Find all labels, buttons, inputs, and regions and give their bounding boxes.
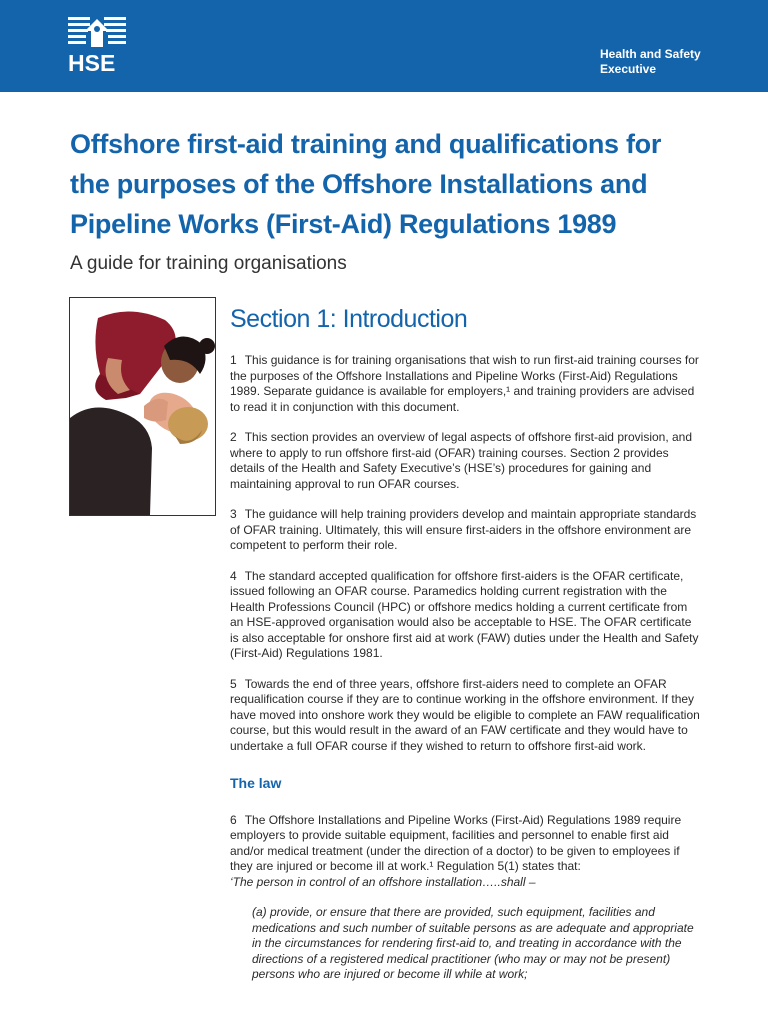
paragraph-text: The Offshore Installations and Pipeline Works (First-Aid) Regulations 1989 require employers to provide suitable equipment, facilities and personnel to enable first aid and/or medical treatment (under the direction of a doctor) to be given to employees if they are injured or become ill at work.¹ Regulation 5(1) states that: (230, 812, 682, 873)
page-title (70, 124, 730, 244)
paragraph-4 (230, 569, 700, 662)
paragraph-1 (230, 353, 700, 415)
title-line-3: Pipeline Works (First-Aid) Regulations 1989 (70, 209, 617, 239)
paragraph-number: 3 (230, 507, 237, 521)
logo-text: HSE (68, 50, 116, 76)
paragraph-5 (230, 677, 700, 755)
page-subtitle: A guide for training organisations (70, 253, 347, 274)
paragraph-number: 6 (230, 812, 237, 827)
paragraph-number: 4 (230, 568, 237, 583)
paragraph-number: 5 (230, 676, 237, 691)
paragraph-6 (230, 813, 700, 891)
paragraph-text: This section provides an overview of legal aspects of offshore first-aid provision, and where to apply to run offshore first-aid (OFAR) training courses. Section 2 provides details of the Health and Safety Executive’s (HSE’s) procedures for gaining and maintaining approval to run OFAR courses. (230, 430, 693, 491)
paragraph-text: The guidance will help training providers develop and maintain appropriate standards of OFAR training. Ultimately, this will ensure first-aiders in the offshore environment are competent to perform their role. (230, 507, 697, 552)
section-title: Section 1: Introduction (230, 305, 468, 333)
organisation-name-line2: Executive (600, 62, 657, 76)
paragraph-number: 2 (230, 430, 237, 444)
organisation-name-line1: Health and Safety (600, 47, 701, 61)
regulation-item-a: (a) provide, or ensure that there are provided, such equipment, facilities and medications and such number of suitable persons as are adequate and appropriate in the circumstances for rendering first-aid to, and treating in accordance with the directions of a registered medical practitioner (who may or may not be present) persons who are injured or become ill while at work; (252, 905, 694, 981)
title-line-1: Offshore first-aid training and qualifications for (70, 129, 662, 159)
organisation-name (600, 47, 740, 77)
paragraph-number: 1 (230, 353, 237, 367)
paragraph-3 (230, 507, 700, 554)
paragraph-text: Towards the end of three years, offshore first-aiders need to complete an OFAR requalification course if they are to continue working in the offshore environment. If they have moved into onshore work they would be eligible to complete an FAW requalification course, but this would result in the award of an FAW certificate and they would have to undertake a full OFAR course if they wished to return to offshore first-aid work. (230, 676, 700, 753)
main-content (230, 300, 700, 998)
regulation-quote: ‘The person in control of an offshore installation…..shall – (230, 874, 536, 889)
law-heading: The law (230, 775, 282, 791)
paragraph-text: The standard accepted qualification for offshore first-aiders is the OFAR certificate, issued following an OFAR course. Paramedics holding current registration with the Health Professions Council (HPC) or offshore medics holding a current certificate from an HSE-approved organisation would also be acceptable to HSE. The OFAR certificate is also acceptable for onshore first aid at work (FAW) duties under the Health and Safety (First-Aid) Regulations 1981. (230, 568, 699, 660)
paragraph-2 (230, 430, 700, 492)
header-banner (0, 0, 768, 92)
first-aid-photo (69, 297, 216, 516)
paragraph-text: This guidance is for training organisations that wish to run first-aid training courses for the purposes of the Offshore Installations and Pipeline Works (First-Aid) Regulations 1989. Separate guidance is available for employers,¹ and training providers are advised to read it in conjunction with this document. (230, 353, 699, 414)
first-aid-illustration (70, 298, 215, 515)
title-line-2: the purposes of the Offshore Installations and (70, 169, 648, 199)
